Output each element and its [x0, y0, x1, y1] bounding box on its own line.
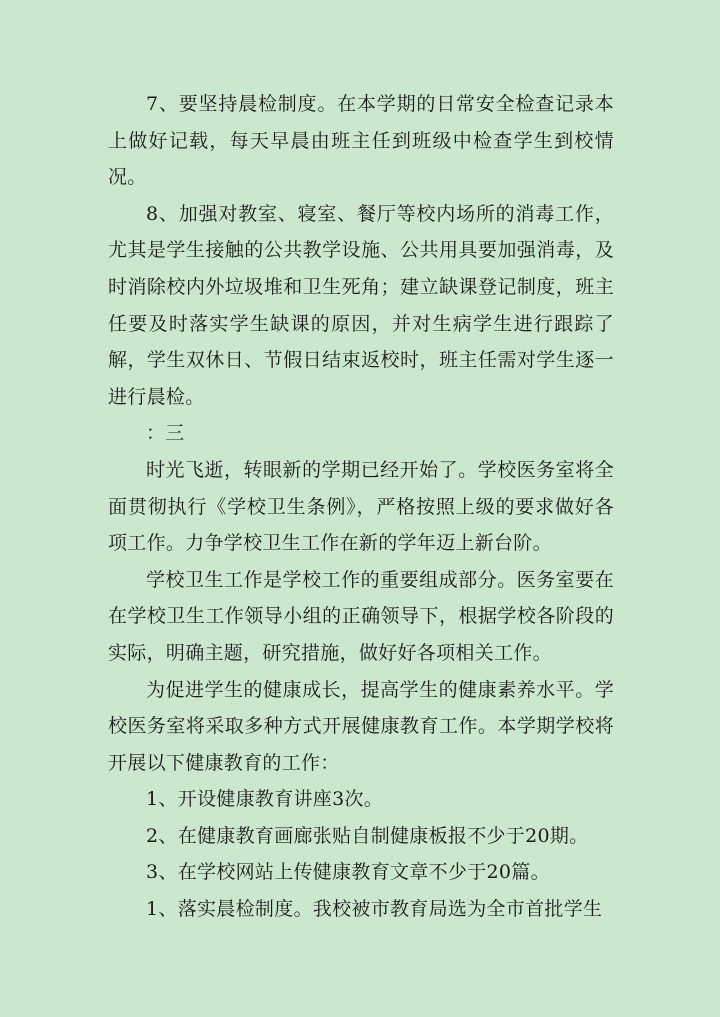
list-item-gallery-boards: 2、在健康教育画廊张贴自制健康板报不少于20期。 [146, 824, 589, 847]
paragraph-implement-morning-check: 1、落实晨检制度。我校被市教育局选为全市首批学生 [146, 898, 603, 921]
paragraph-health-education: 为促进学生的健康成长，提高学生的健康素养水平。学校医务室将采取多种方式开展健康教育工作。本学期学校将开展以下健康教育的工作： [108, 678, 614, 774]
paragraph-disinfection: 8、加强对教室、寝室、餐厅等校内场所的消毒工作，尤其是学生接触的公共教学设施、公共用具要加强消毒，及时消除校内外垃圾堆和卫生死角；建立缺课登记制度，班主任要及时落实学生缺课的原因，并对生病学生进行跟踪了解，学生双休日、节假日结束返校时，班主任需对学生逐一进行晨检。 [108, 202, 614, 408]
section-heading-three: ：三 [146, 422, 185, 445]
paragraph-morning-check: 7、要坚持晨检制度。在本学期的日常安全检查记录本上做好记载，每天早晨由班主任到班级中检查学生到校情况。 [108, 93, 614, 189]
paragraph-school-health-work: 学校卫生工作是学校工作的重要组成部分。医务室要在在学校卫生工作领导小组的正确领导下，根据学校各阶段的实际，明确主题，研究措施，做好好各项相关工作。 [108, 568, 614, 664]
list-item-website-articles: 3、在学校网站上传健康教育文章不少于20篇。 [146, 861, 550, 884]
document-page [108, 86, 614, 928]
list-item-lectures: 1、开设健康教育讲座3次。 [146, 788, 384, 811]
paragraph-new-semester: 时光飞逝，转眼新的学期已经开始了。学校医务室将全面贯彻执行《学校卫生条例》，严格按照上级的要求做好各项工作。力争学校卫生工作在新的学年迈上新台阶。 [108, 458, 614, 555]
